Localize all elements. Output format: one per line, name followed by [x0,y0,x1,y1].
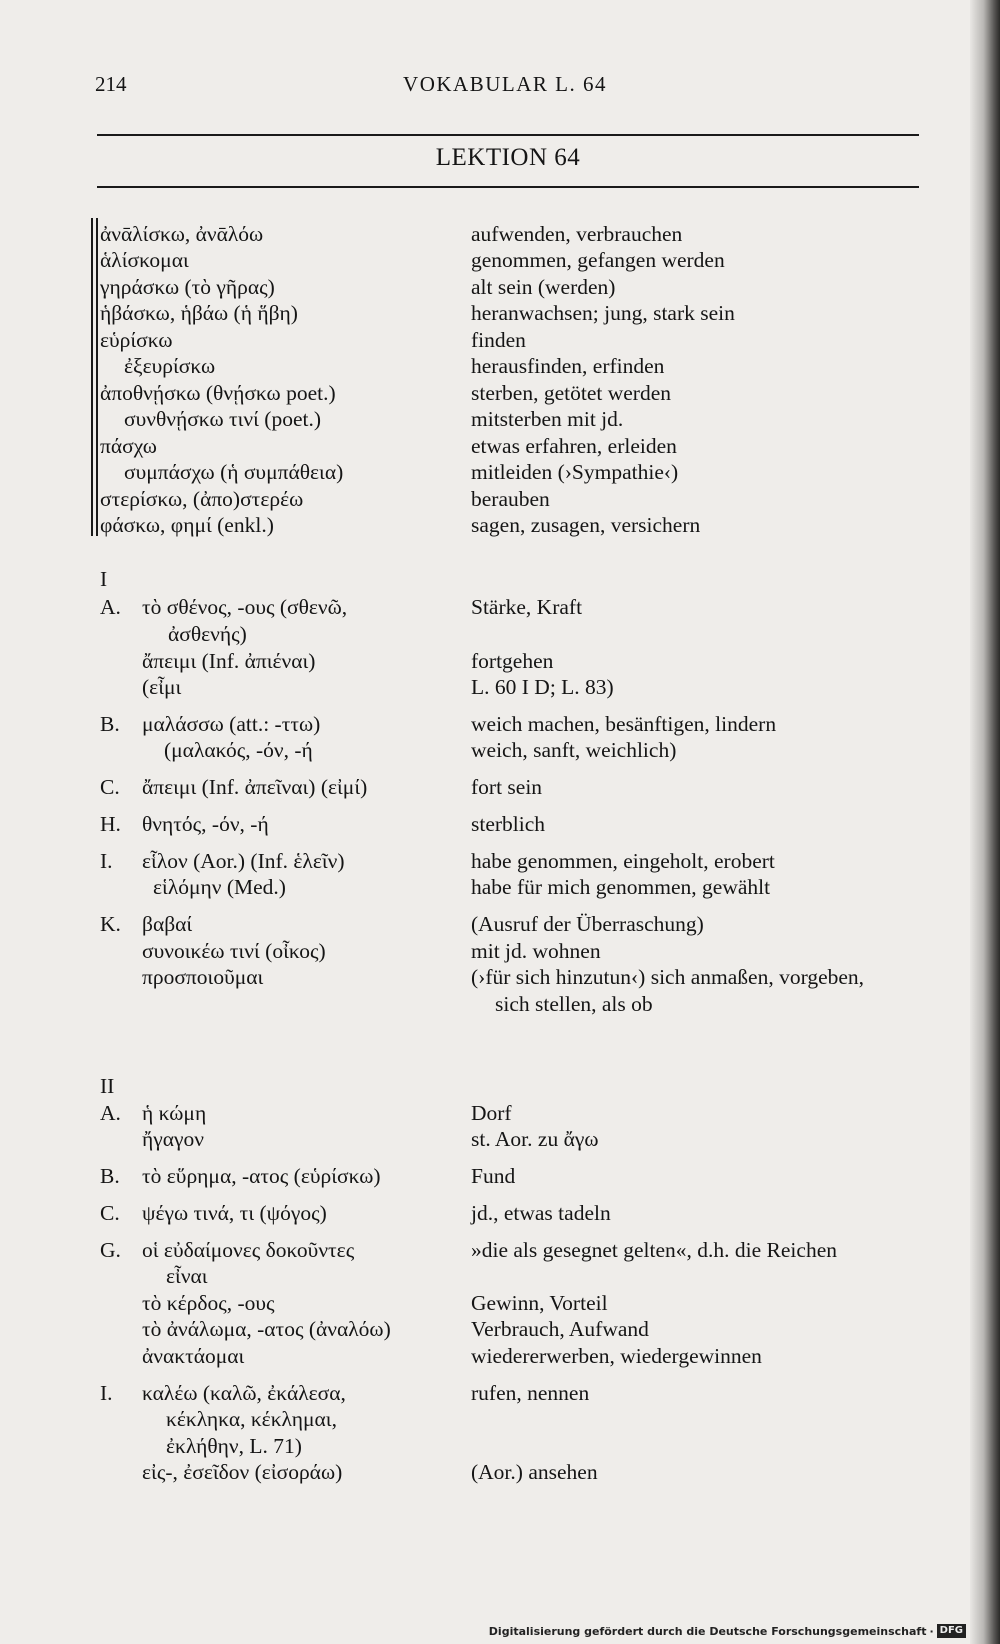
greek-term: βαβαί [142,912,193,936]
greek-term: οἱ εὐδαίμονες δοκοῦντες [142,1238,355,1262]
german-gloss: weich, sanft, weichlich) [471,738,677,762]
greek-term: τὸ εὕρημα, -ατος (εὑρίσκω) [142,1164,381,1188]
greek-term: (εἶμι [142,675,182,699]
german-gloss: (Ausruf der Überraschung) [471,912,704,936]
greek-term: ἀνακτάομαι [142,1344,245,1368]
german-gloss: st. Aor. zu ἄγω [471,1127,599,1151]
greek-term: ἤγαγον [142,1127,204,1151]
german-gloss: Fund [471,1164,516,1188]
german-gloss: genommen, gefangen werden [471,248,725,272]
greek-term: (μαλακός, -όν, -ή [164,738,313,762]
greek-term: συνθνῄσκω τινί (poet.) [124,407,321,431]
dfg-logo: DFG [937,1624,966,1638]
greek-term: εἱλόμην (Med.) [153,875,286,899]
entry-letter: H. [100,812,121,836]
german-gloss: habe für mich genommen, gewählt [471,875,771,899]
digitization-footer: Digitalisierung gefördert durch die Deutsche Forschungsgemeinschaft · DFG [489,1624,966,1638]
running-head: VOKABULAR L. 64 [403,72,607,96]
greek-term: θνητός, -όν, -ή [142,812,269,836]
greek-term: πάσχω [100,434,157,458]
german-gloss: Gewinn, Vorteil [471,1291,608,1315]
greek-term: ἡβάσκω, ἡβάω (ἡ ἥβη) [100,301,298,325]
german-gloss: sterben, getötet werden [471,381,671,405]
greek-term: τὸ σθένος, -ους (σθενῶ, [142,595,348,619]
german-gloss: weich machen, besänftigen, lindern [471,712,777,736]
margin-bar [91,218,93,536]
german-gloss: herausfinden, erfinden [471,354,665,378]
german-gloss: mit jd. wohnen [471,939,601,963]
greek-term: ἀσθενής) [168,622,247,646]
greek-term: μαλάσσω (att.: -ττω) [142,712,321,736]
greek-term: εἰς-, ἐσεῖδον (εἰσοράω) [142,1460,343,1484]
margin-bar [96,218,98,536]
greek-term: κέκληκα, κέκλημαι, [166,1407,337,1431]
page-header [95,72,915,102]
german-gloss: »die als gesegnet gelten«, d.h. die Reichen [471,1238,837,1262]
german-gloss: finden [471,328,526,352]
greek-term: ἐκλήθην, L. 71) [166,1434,302,1458]
greek-term: τὸ κέρδος, -ους [142,1291,275,1315]
greek-term: ἁλίσκομαι [100,248,189,272]
german-gloss: rufen, nennen [471,1381,590,1405]
entry-letter: I. [100,849,113,873]
german-gloss: sterblich [471,812,546,836]
entry-letter: C. [100,775,120,799]
german-gloss: (Aor.) ansehen [471,1460,598,1484]
lesson-title: LEKTION 64 [435,144,581,171]
section-label: I [100,567,108,591]
rule-top [97,134,919,136]
greek-term: ἄπειμι (Inf. ἀπιέναι) [142,649,316,673]
german-gloss: mitleiden (›Sympathie‹) [471,460,679,484]
german-gloss: aufwenden, verbrauchen [471,222,683,246]
entry-letter: K. [100,912,121,936]
greek-term: εἶναι [166,1264,208,1288]
german-gloss: L. 60 I D; L. 83) [471,675,614,699]
german-gloss: mitsterben mit jd. [471,407,624,431]
greek-term: συνοικέω τινί (οἶκος) [142,939,326,963]
german-gloss: wiedererwerben, wiedergewinnen [471,1344,762,1368]
german-gloss: Stärke, Kraft [471,595,583,619]
greek-term: ἡ κώμη [142,1101,207,1125]
greek-term: ἐξευρίσκω [124,354,216,378]
greek-term: στερίσκω, (ἀπο)στερέω [100,487,304,511]
greek-term: τὸ ἀνάλωμα, -ατος (ἀναλόω) [142,1317,391,1341]
entry-letter: I. [100,1381,113,1405]
german-gloss: etwas erfahren, erleiden [471,434,677,458]
german-gloss: jd., etwas tadeln [471,1201,611,1225]
greek-term: εὑρίσκω [100,328,173,352]
greek-term: φάσκω, φημί (enkl.) [100,513,274,537]
greek-term: ἄπειμι (Inf. ἀπεῖναι) (εἰμί) [142,775,368,799]
entry-letter: A. [100,595,121,619]
greek-term: προσποιοῦμαι [142,965,264,989]
page-number: 214 [95,72,127,96]
greek-term: εἷλον (Aor.) (Inf. ἑλεῖν) [142,849,345,873]
german-gloss: sagen, zusagen, versichern [471,513,701,537]
german-gloss: (›für sich hinzutun‹) sich anmaßen, vorgeben, [471,965,865,989]
german-gloss: Verbrauch, Aufwand [471,1317,649,1341]
section-label: II [100,1074,115,1098]
entry-letter: C. [100,1201,120,1225]
german-gloss: Dorf [471,1101,512,1125]
german-gloss: sich stellen, als ob [495,992,653,1016]
german-gloss: fort sein [471,775,543,799]
greek-term: ἀποθνῄσκω (θνῄσκω poet.) [100,381,336,405]
greek-term: συμπάσχω (ἡ συμπάθεια) [124,460,344,484]
page-edge-shadow [970,0,1000,1644]
entry-letter: G. [100,1238,121,1262]
greek-term: γηράσκω (τὸ γῆρας) [100,275,275,299]
rule-bottom [97,186,919,188]
entry-letter: B. [100,712,120,736]
greek-term: ψέγω τινά, τι (ψόγος) [142,1201,327,1225]
greek-term: καλέω (καλῶ, ἐκάλεσα, [142,1381,346,1405]
footer-text: Digitalisierung gefördert durch die Deutsche Forschungsgemeinschaft [488,1624,927,1638]
entry-letter: A. [100,1101,121,1125]
german-gloss: habe genommen, eingeholt, erobert [471,849,775,873]
entry-letter: B. [100,1164,120,1188]
greek-term: ἀνᾱλίσκω, ἀνᾱλόω [100,222,264,246]
german-gloss: heranwachsen; jung, stark sein [471,301,735,325]
german-gloss: fortgehen [471,649,554,673]
german-gloss: berauben [471,487,550,511]
german-gloss: alt sein (werden) [471,275,616,299]
